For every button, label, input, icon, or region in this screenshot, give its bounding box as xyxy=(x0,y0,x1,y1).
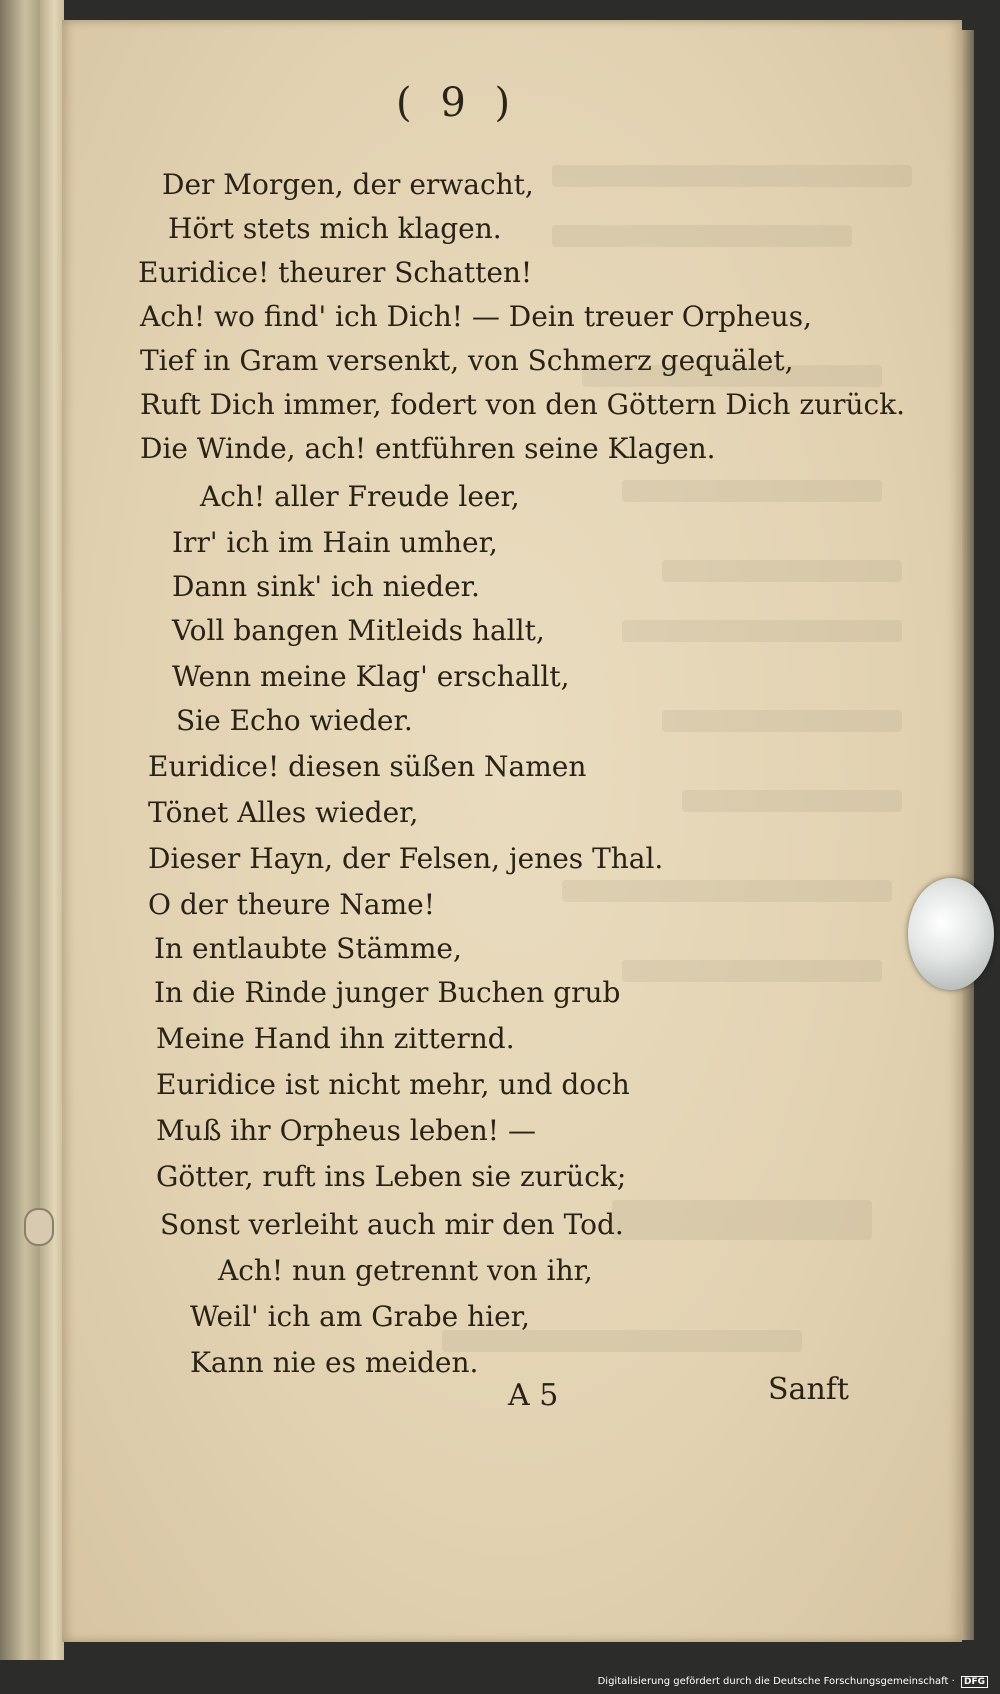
bleed-through-text xyxy=(552,165,912,187)
verse-line: Ach! aller Freude leer, xyxy=(200,480,520,513)
verse-line: O der theure Name! xyxy=(148,888,435,921)
verse-line: Wenn meine Klag' erschallt, xyxy=(172,660,570,693)
verse-line: Der Morgen, der erwacht, xyxy=(162,168,534,201)
signature-mark: A 5 xyxy=(508,1378,559,1413)
verse-line: In entlaubte Stämme, xyxy=(154,932,462,965)
page-number: ( 9 ) xyxy=(396,80,519,126)
verse-line: Muß ihr Orpheus leben! — xyxy=(156,1114,536,1147)
catchword: Sanft xyxy=(768,1372,849,1407)
verse-line: Kann nie es meiden. xyxy=(190,1346,479,1379)
previous-page-edge xyxy=(40,0,64,1660)
page-clip-holder xyxy=(908,878,994,990)
bleed-through-text xyxy=(622,620,902,642)
verse-line: Ach! wo find' ich Dich! — Dein treuer Orpheus, xyxy=(140,300,812,333)
verse-line: Dieser Hayn, der Felsen, jenes Thal. xyxy=(148,842,664,875)
verse-line: Hört stets mich klagen. xyxy=(168,212,502,245)
verse-line: Götter, ruft ins Leben sie zurück; xyxy=(156,1160,627,1193)
page-tab-marker xyxy=(24,1208,54,1246)
verse-line: Tief in Gram versenkt, von Schmerz gequälet, xyxy=(140,344,794,377)
bleed-through-text xyxy=(662,710,902,732)
verse-line: Weil' ich am Grabe hier, xyxy=(190,1300,530,1333)
verse-line: Sonst verleiht auch mir den Tod. xyxy=(160,1208,624,1241)
verse-line: Euridice! theurer Schatten! xyxy=(138,256,533,289)
verse-line: Irr' ich im Hain umher, xyxy=(172,526,498,559)
verse-line: Tönet Alles wieder, xyxy=(148,796,419,829)
verse-line: Euridice ist nicht mehr, und doch xyxy=(156,1068,630,1101)
bleed-through-text xyxy=(612,1200,872,1240)
bleed-through-text xyxy=(662,560,902,582)
digitization-credit-text: Digitalisierung gefördert durch die Deutsche Forschungsgemeinschaft · xyxy=(597,1676,955,1687)
verse-line: Voll bangen Mitleids hallt, xyxy=(172,614,545,647)
verse-line: In die Rinde junger Buchen grub xyxy=(154,976,621,1009)
digitization-credit xyxy=(598,1676,988,1688)
verse-line: Meine Hand ihn zitternd. xyxy=(156,1022,515,1055)
bleed-through-text xyxy=(622,480,882,502)
verse-line: Euridice! diesen süßen Namen xyxy=(148,750,587,783)
verse-line: Ach! nun getrennt von ihr, xyxy=(218,1254,593,1287)
page-edge xyxy=(962,30,974,1640)
verse-line: Die Winde, ach! entführen seine Klagen. xyxy=(140,432,716,465)
verse-line: Dann sink' ich nieder. xyxy=(172,570,480,603)
dfg-logo: DFG xyxy=(961,1676,988,1688)
verse-line: Sie Echo wieder. xyxy=(176,704,413,737)
bleed-through-text xyxy=(682,790,902,812)
bleed-through-text xyxy=(562,880,892,902)
verse-line: Ruft Dich immer, fodert von den Göttern Dich zurück. xyxy=(140,388,906,421)
bleed-through-text xyxy=(552,225,852,247)
bleed-through-text xyxy=(622,960,882,982)
